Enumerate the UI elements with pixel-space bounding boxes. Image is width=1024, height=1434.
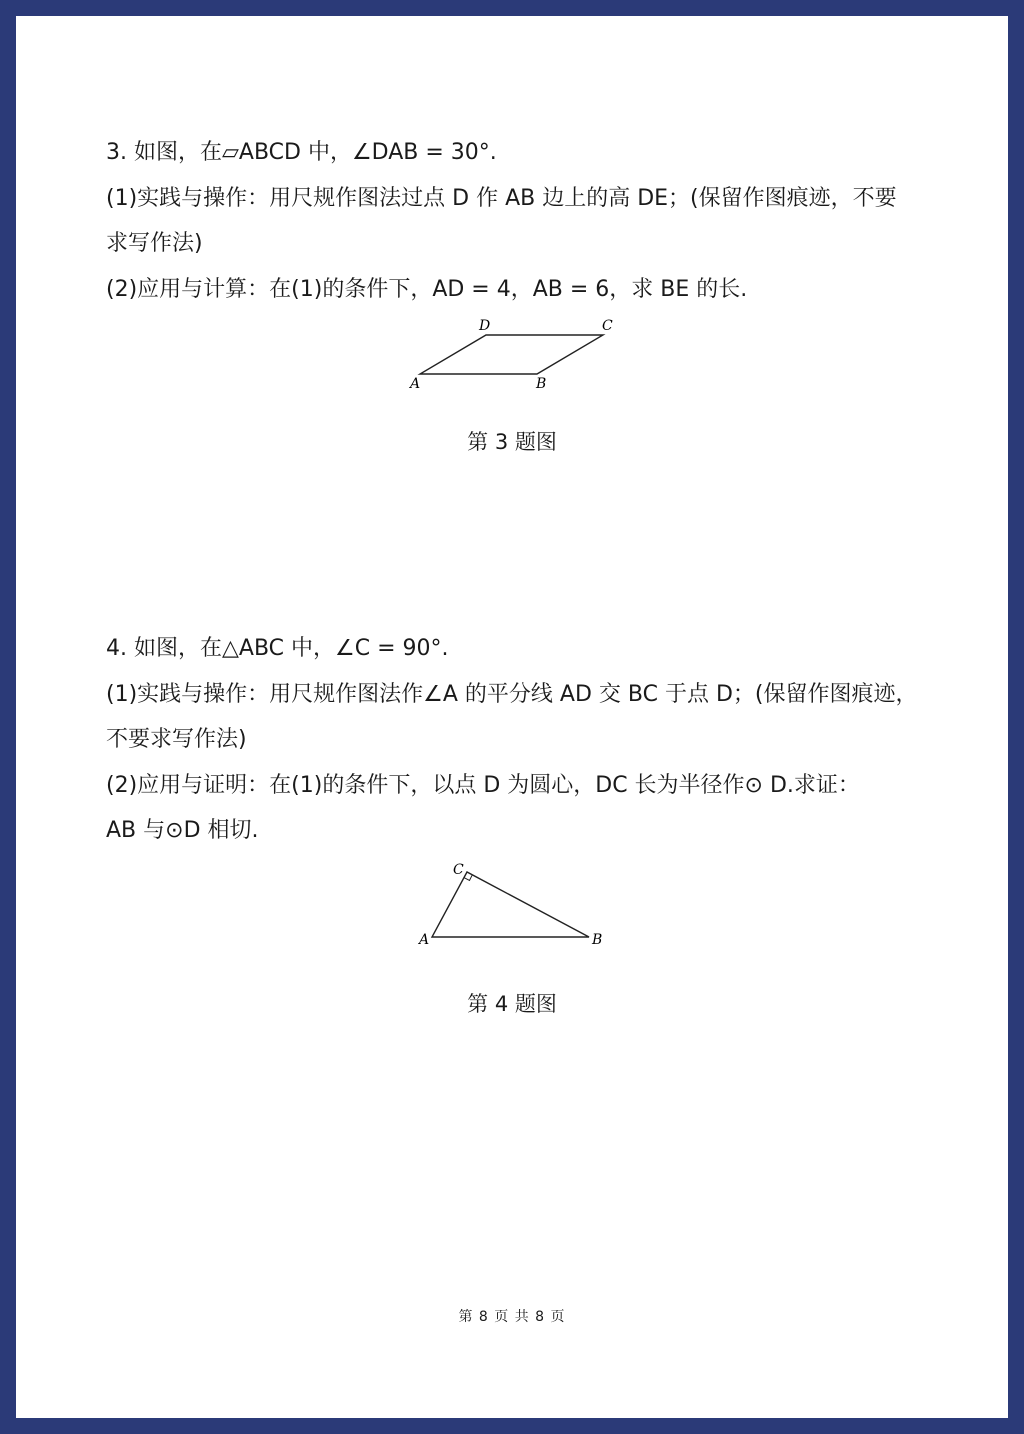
problem-3 [106, 130, 936, 312]
problem-4-part-1-cont: 不要求写作法) [106, 727, 247, 752]
vertex-label-a: A [419, 932, 430, 948]
vertex-label-c: C [453, 862, 464, 878]
problem-4-part-2-cont: AB 与⊙D 相切. [106, 818, 259, 843]
page-footer: 第 8 页 共 8 页 [458, 1309, 566, 1325]
parallelogram-abcd [420, 335, 603, 374]
problem-3-part-1: (1)实践与操作：用尺规作图法过点 D 作 AB 边上的高 DE；(保留作图痕迹，不要 [106, 185, 897, 211]
figure-3-caption: 第 3 题图 [467, 430, 557, 454]
figure-4-caption: 第 4 题图 [467, 992, 557, 1016]
vertex-label-a: A [410, 376, 421, 392]
problem-3-statement: 3. 如图，在▱ABCD 中，∠DAB = 30°. [106, 140, 497, 165]
problem-3-part-1-cont: 求写作法) [106, 231, 203, 256]
problem-3-part-2: (2)应用与计算：在(1)的条件下，AD = 4，AB = 6，求 BE 的长. [106, 276, 748, 302]
vertex-label-c: C [602, 318, 613, 334]
problem-4 [106, 626, 936, 854]
vertex-label-d: D [479, 318, 491, 334]
document-page [16, 16, 1008, 1418]
vertex-label-b: B [592, 932, 603, 948]
vertex-label-b: B [536, 376, 547, 392]
problem-4-statement: 4. 如图，在△ABC 中，∠C = 90°. [106, 636, 449, 661]
problem-4-part-2: (2)应用与证明：在(1)的条件下，以点 D 为圆心，DC 长为半径作⊙ D.求证： [106, 772, 860, 798]
right-triangle-figure [16, 852, 1008, 952]
parallelogram-figure [16, 316, 1008, 401]
triangle-abc [432, 872, 589, 937]
problem-4-part-1: (1)实践与操作：用尺规作图法作∠A 的平分线 AD 交 BC 于点 D；(保留作图痕迹， [106, 681, 918, 707]
